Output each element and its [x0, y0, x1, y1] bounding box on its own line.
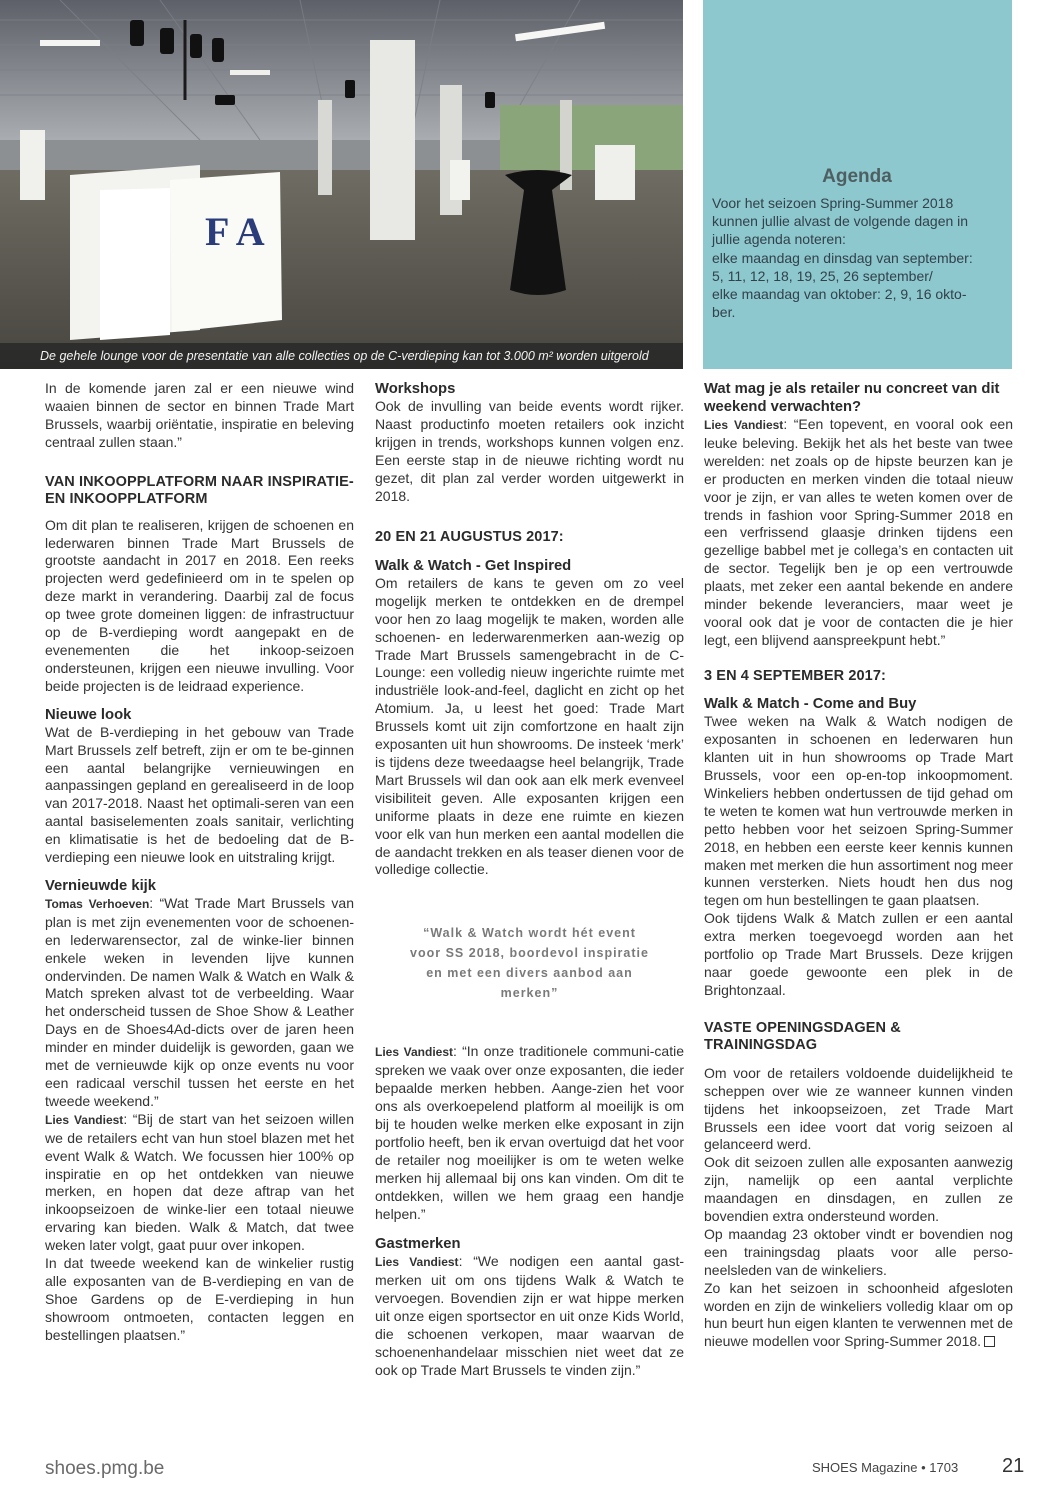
paragraph — [375, 1043, 684, 1223]
quote-text: : “Wat Trade Mart Brussels van plan is met zijn evenementen voor de schoenen- en lederwarensector, zal de winke-lier binnen enkele weken in levenden lijve kunnen ondervinden. De namen Walk & Watch en Walk & Match spreken alvast tot de verbeelding. Waar het onderscheid tussen de Shoe Show & Leather Days en de Shoes4Ad-dicts over de jaren heen minder en minder duidelijk is geworden, gaan we met de vernieuwde kijk op onze events nu voor een radicaal verschil tussen het eerste en het tweede weekend.” — [45, 894, 354, 1109]
photo-caption: De gehele lounge voor de presentatie van alle collecties op de C-verdieping kan tot 3.000 m² worden uitgerold — [0, 343, 683, 369]
paragraph: Om voor de retailers voldoende duidelijkheid te scheppen over wie ze wanneer kunnen vinden tijdens het inkoopseizoen, zet Trade Mart Brussels een idee voort dat vorig seizoen al gelanceerd werd. — [704, 1064, 1013, 1153]
article-column-2 — [375, 380, 684, 1380]
speaker-name: Lies Vandiest — [45, 1112, 124, 1127]
paragraph — [704, 1280, 1013, 1352]
speaker-name: Lies Vandiest — [375, 1255, 459, 1270]
agenda-line: jullie agenda noteren: — [712, 231, 846, 248]
pull-quote-line: “Walk & Watch wordt hét event — [423, 926, 636, 941]
agenda-line: 5, 11, 12, 18, 19, 25, 26 september/ — [712, 267, 933, 284]
quote-text: : “Bij de start van het seizoen willen we de retailers echt van hun stoel blazen met het event Walk & Watch. We focussen hier 100% op inspiratie en op het ontdekken van nieuwe merken, en hopen dat deze aftrap van het inkoopseizoen de winke-lier een totaal nieuwe ervaring kan bieden. Walk & Match, dat twee weken later volgt, gaat puur over inkopen. — [45, 1110, 354, 1254]
quote-text: : “We nodigen een aantal gast-merken uit om ons tijdens Walk & Watch te vervoegen. Bovendien zijn er wat hippe merken uit onze eigen sportsector en uit onze Kids World, die schoenen verkopen, maar waarvan de schoenenhandelaar misschien niet weet dat ze ook op Trade Mart Brussels te vinden zijn.” — [375, 1253, 685, 1378]
paragraph: Om dit plan te realiseren, krijgen de schoenen en lederwaren binnen Trade Mart Brussels de grootste aandacht in 2017 en 2018. Een reeks projecten werd gedefinieerd om in te spelen op deze markt in verandering. Daarbij zal de focus op twee grote domeinen liggen: de infrastructuur op de B-verdieping wordt aangepakt en de evenementen die het inkoop-seizoen ondersteunen, krijgen een nieuwe invulling. Voor beide projecten is de leidraad experience. — [45, 516, 354, 694]
footer-url: shoes.pmg.be — [45, 1458, 165, 1479]
agenda-line: elke maandag van oktober: 2, 9, 16 okto- — [712, 286, 967, 303]
quote-text: : “In onze traditionele communi-catie spreken we vaak over onze exposanten, die ieder bepaalde merken hebben. Aange-zien het voor ons als overkoepelend platform al moeilijk is om bij te houden welke merken elke exposant in zijn portfolio heeft, ben ik ervan overtuigd dat het voor de retailer nog moeilijker is om te weten welke merken hij allemaal bij ons kan vinden. Om dit te ontdekken, willen we hem graag een handje helpen.” — [375, 1043, 684, 1222]
agenda-line: Voor het seizoen Spring-Summer 2018 — [712, 195, 954, 211]
agenda-line: ber. — [712, 304, 736, 321]
speaker-name: Lies Vandiest — [704, 418, 784, 432]
section-heading: VAN INKOOPPLATFORM NAAR INSPIRATIE- EN INKOOPPLATFORM — [45, 473, 354, 508]
article-column-1 — [45, 380, 354, 1345]
agenda-line: elke maandag en dinsdag van september: — [712, 249, 973, 266]
agenda-box — [703, 0, 1012, 369]
footer-magazine: SHOES Magazine • 1703 — [812, 1460, 959, 1475]
paragraph: Wat de B-verdieping in het gebouw van Trade Mart Brussels zelf betreft, zijn er om te be-ginnen een aantal belangrijke vernieuwingen en aanpassingen gepland en gerealiseerd in de loop van 2017-2018. Naast het optimali-seren van een aantal basiselementen zoals sanitair, verlichting en klimatisatie is het de bedoeling dat de B-verdieping een nieuwe look en uitstraling krijgt. — [45, 723, 354, 866]
agenda-title: Agenda — [822, 166, 892, 187]
pull-quote — [375, 923, 684, 1003]
section-subheading: Walk & Match - Come and Buy — [704, 696, 917, 713]
article-column-3 — [704, 380, 1013, 1351]
paragraph: Twee weken na Walk & Watch nodigen de exposanten in schoenen en lederwaren hun klanten uit in hun showrooms op Trade Mart Brussels, voor een op-en-top inkoopmoment. Winkeliers hebben ondertussen de tijd gehad om te weten te komen wat hun vertrouwde merken in petto hebben voor het seizoen Spring-Summer 2018, en hebben een eerste keer kennis kunnen maken met merken die hun assortiment nog meer kunnen versterken. Niets houdt hen dus nog tegen om hun bestellingen te gaan plaatsen. — [704, 713, 1013, 909]
pull-quote-line: merken” — [500, 986, 559, 1001]
quote-text: : “Een topevent, en vooral ook een leuke beleving. Bekijk het als het beste van twee werelden: net zoals op de hipste beurzen kan je er producten en merken vinden die totaal nieuw voor je zijn, er van alles te weten komen over de trends in fashion voor Spring-Summer 2018 en een verfrissend glaasje drinken tijdens een gezellige babbel met je collega’s en contacten uit de sector. Tegelijk ben je op een vertrouwde plaats, met zeker een aantal bekende en andere minder bekende leveranciers, maar weet je vooral ook dat je voor de contacten die je hier legt, een blijvend aanspreekpunt hebt.” — [704, 416, 1013, 648]
section-heading: 20 EN 21 AUGUSTUS 2017: — [375, 529, 564, 546]
paragraph: Op maandag 23 oktober vindt er bovendien nog een trainingsdag plaats voor alle perso-neelsleden van de winkeliers. — [704, 1225, 1013, 1278]
paragraph: In dat tweede weekend kan de winkelier rustig alle exposanten van de B-verdieping en van de Shoe Gardens op de E-verdieping in hun showroom ontmoeten, contacten leggen en bestellingen plaatsen.” — [45, 1255, 354, 1343]
section-heading: VASTE OPENINGSDAGEN & TRAININGSDAG — [704, 1019, 901, 1054]
speaker-name: Tomas Verhoeven — [45, 896, 150, 911]
paragraph — [375, 1253, 684, 1379]
section-heading: Vernieuwde kijk — [45, 877, 157, 894]
section-heading: Workshops — [375, 381, 456, 397]
header-photo — [0, 0, 683, 369]
sign-letters: F A — [205, 209, 265, 254]
page-number: 21 — [1002, 1455, 1025, 1477]
paragraph — [45, 895, 354, 1111]
pull-quote-line: voor SS 2018, boordevol inspiratie — [410, 946, 649, 961]
paragraph: In de komende jaren zal er een nieuwe wind waaien binnen de sector en binnen Trade Mart Brussels, waarbij oriëntatie, inspiratie en beleving centraal zullen staan.” — [45, 380, 354, 450]
exhibition-hall-image — [0, 0, 683, 369]
closing-text: Zo kan het seizoen in schoonheid afgesloten worden en zijn de winkeliers volledig klaar om op hun beurt hun eigen klanten te verwennen met de nieuwe modellen voor Spring-Summer 2018. — [704, 1279, 1013, 1350]
section-heading: 3 EN 4 SEPTEMBER 2017: — [704, 667, 886, 684]
section-heading: Wat mag je als retailer nu concreet van dit weekend verwachten? — [704, 381, 1000, 415]
end-mark-icon — [984, 1336, 995, 1347]
paragraph: Ook de invulling van beide events wordt rijker. Naast productinfo moeten retailers ook inzicht krijgen in trends, workshops kunnen volgen enz. Een eerste stap in de nieuwe richting wordt nu gezet, dit plan zal verder worden uitgewerkt in 2018. — [375, 398, 684, 504]
paragraph — [45, 1111, 354, 1255]
paragraph: Om retailers de kans te geven om zo veel mogelijk merken te ontdekken en de drempel voor hen zo laag mogelijk te maken, worden alle schoenen- en lederwarenmerken aan-wezig op Trade Mart Brussels samengebracht in de C-Lounge: een volledig nieuw ingerichte ruimte met industriële look-and-feel, daglicht en zicht op het Atomium. Ja, u leest het goed: Trade Mart Brussels komt uit zijn comfortzone en haalt zijn exposanten uit hun showrooms. De insteek ‘merk’ is tijdens deze tweedaagse heel belangrijk, Trade Mart Brussels wil dan ook aan elk merk evenveel visibiliteit geven. Alle exposanten krijgen een uniforme plaats in deze ene ruimte en kiezen voor elk van hun merken een aantal modellen die de aandacht trekken en als teaser dienen voor de volledige collectie. — [375, 574, 684, 878]
pull-quote-line: en met een divers aanbod aan — [426, 966, 633, 981]
paragraph: Ook dit seizoen zullen alle exposanten aanwezig zijn, namelijk op een aantal verplichte maandagen en dinsdagen, en zullen ze bovendien extra ondersteund worden. — [704, 1154, 1013, 1225]
speaker-name: Lies Vandiest — [375, 1045, 454, 1060]
section-subheading: Walk & Watch - Get Inspired — [375, 557, 572, 574]
section-heading: Gastmerken — [375, 1236, 461, 1253]
paragraph — [704, 416, 1013, 650]
paragraph: Ook tijdens Walk & Match zullen er een aantal extra merken toegevoegd worden aan het portfolio op Trade Mart Brussels. Deze krijgen naar goede gewoonte een plek in de Brightonzaal. — [704, 910, 1013, 998]
section-heading: Nieuwe look — [45, 706, 132, 723]
agenda-line: kunnen jullie alvast de volgende dagen in — [712, 213, 969, 230]
